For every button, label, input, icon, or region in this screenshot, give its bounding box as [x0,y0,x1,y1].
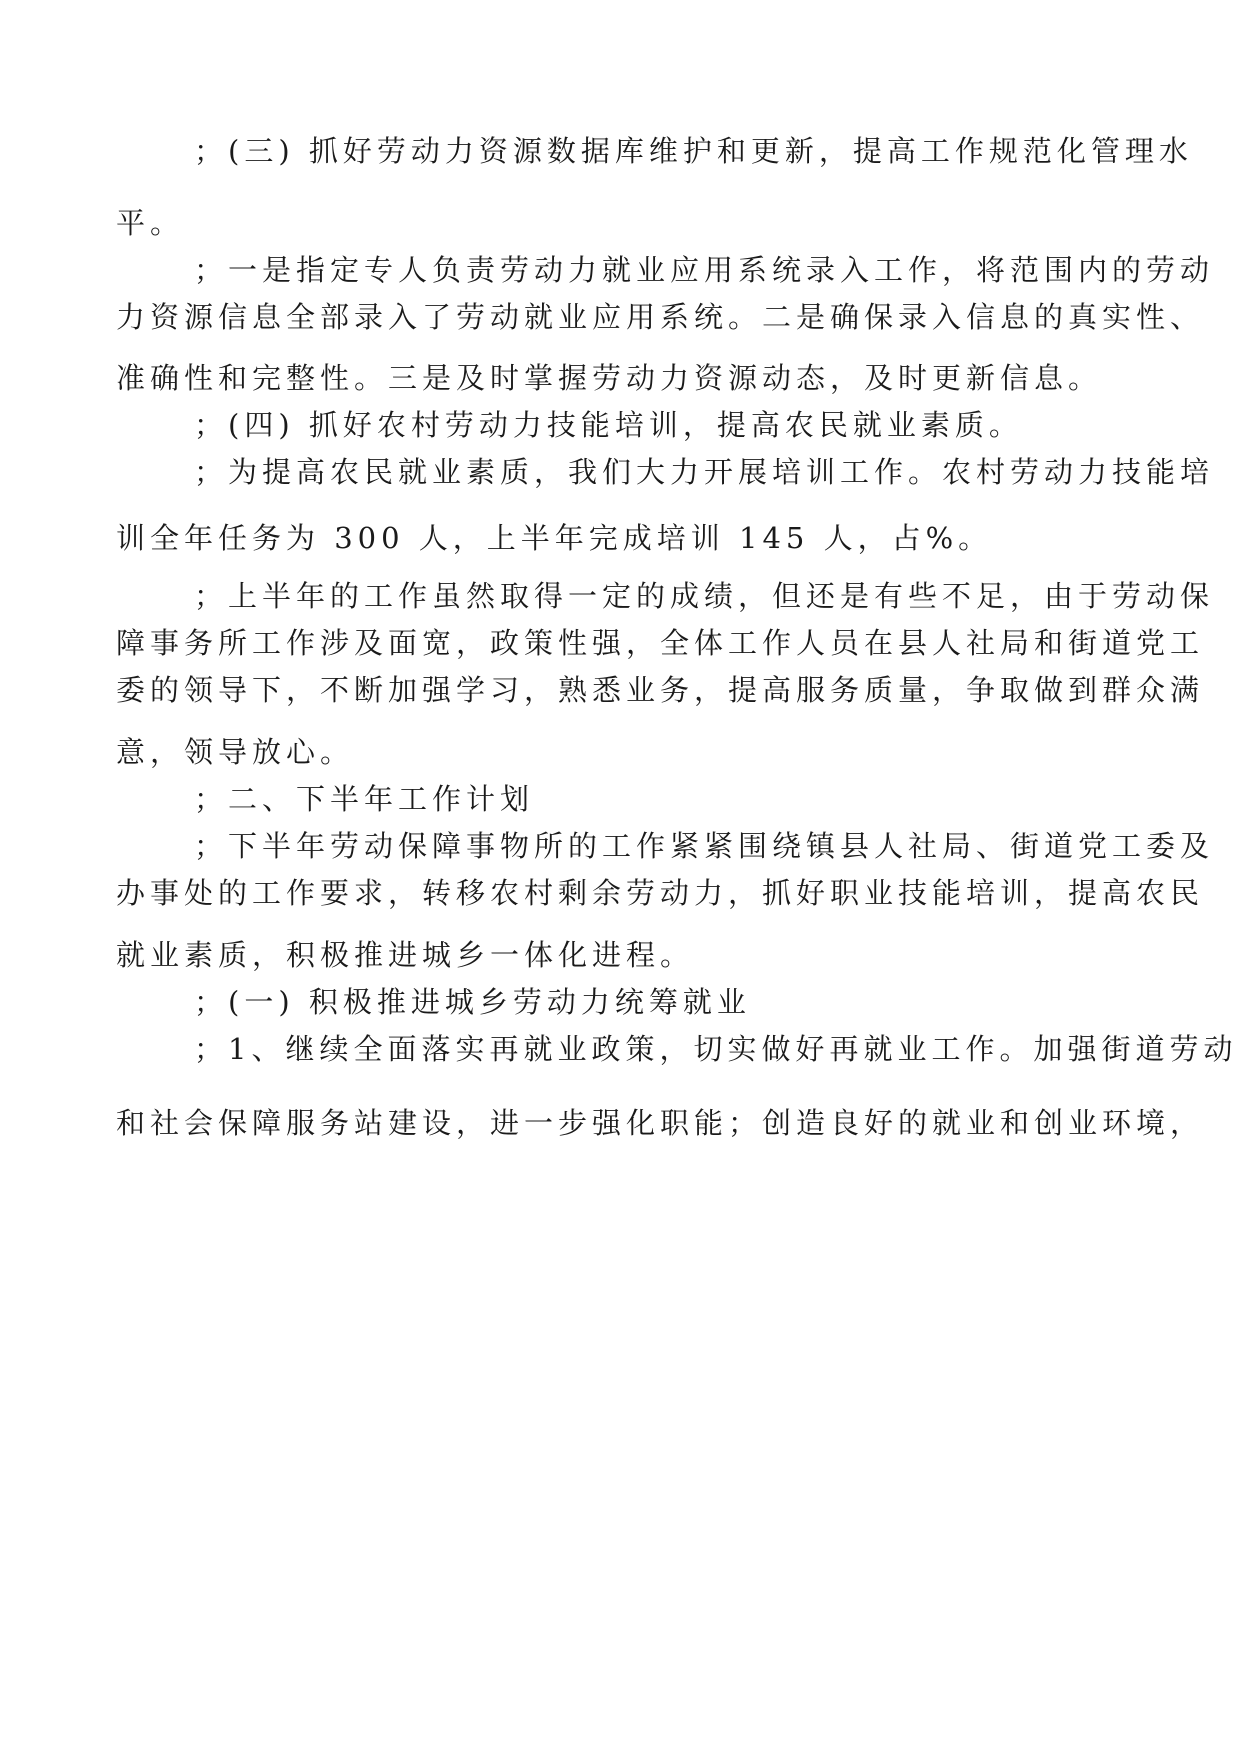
text-line: 意，领导放心。 [116,735,355,769]
text-line: 训全年任务为 300 人，上半年完成培训 145 人，占%。 [116,521,993,555]
text-line: 办事处的工作要求，转移农村剩余劳动力，抓好职业技能培训，提高农民 [116,876,1205,910]
section-heading: ；二、下半年工作计划 [194,782,535,816]
text-line: 就业素质，积极推进城乡一体化进程。 [116,938,695,972]
text-line: ；(四) 抓好农村劳动力技能培训，提高农民就业素质。 [194,408,1023,442]
text-line: 障事务所工作涉及面宽，政策性强，全体工作人员在县人社局和街道党工 [116,626,1205,660]
text-line: 平。 [116,206,185,240]
text-line: ；下半年劳动保障事物所的工作紧紧围绕镇县人社局、街道党工委及 [194,829,1215,863]
subsection-heading: ；(一) 积极推进城乡劳动力统筹就业 [194,985,751,1019]
text-line: 和社会保障服务站建设，进一步强化职能；创造良好的就业和创业环境， [116,1106,1205,1140]
text-line: 委的领导下，不断加强学习，熟悉业务，提高服务质量，争取做到群众满 [116,673,1205,707]
text-line: 准确性和完整性。三是及时掌握劳动力资源动态，及时更新信息。 [116,361,1103,395]
text-line: ；(三) 抓好劳动力资源数据库维护和更新，提高工作规范化管理水 [194,134,1193,168]
text-line: ；为提高农民就业素质，我们大力开展培训工作。农村劳动力技能培 [194,455,1215,489]
text-line: ；1、继续全面落实再就业政策，切实做好再就业工作。加强街道劳动 [194,1032,1238,1066]
text-line: 力资源信息全部录入了劳动就业应用系统。二是确保录入信息的真实性、 [116,300,1205,334]
text-line: ；一是指定专人负责劳动力就业应用系统录入工作，将范围内的劳动 [194,253,1215,287]
text-line: ；上半年的工作虽然取得一定的成绩，但还是有些不足，由于劳动保 [194,579,1215,613]
